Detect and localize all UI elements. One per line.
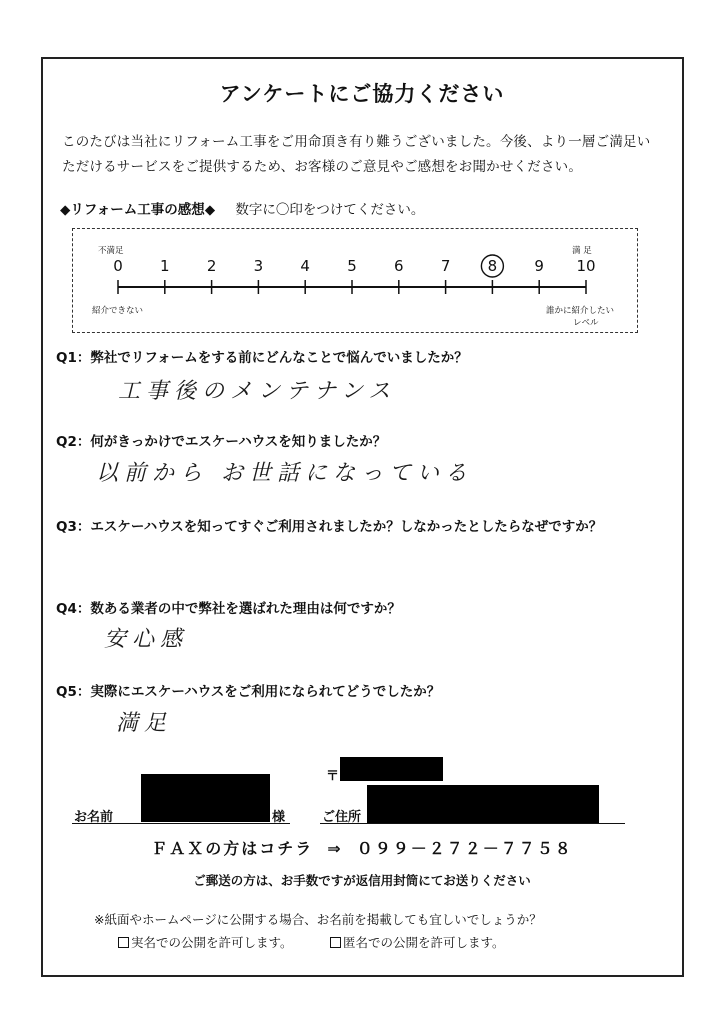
scale-label-unsatisfied: 不満足 bbox=[98, 246, 124, 256]
checkbox-real-name[interactable] bbox=[118, 937, 129, 948]
scale-number-3: 3 bbox=[253, 257, 264, 275]
scale-number-10: 10 bbox=[576, 257, 596, 275]
scale-number-8: 8 bbox=[487, 257, 498, 275]
scale-number-2: 2 bbox=[206, 257, 217, 275]
question-2: Q2：何がきっかけでエスケーハウスを知りましたか？ bbox=[56, 434, 387, 450]
name-underline bbox=[72, 823, 290, 824]
fax-line bbox=[0, 836, 724, 859]
scale-number-0: 0 bbox=[113, 257, 123, 275]
scale-number-7: 7 bbox=[440, 257, 451, 275]
postal-code-label: 〒 bbox=[326, 769, 340, 784]
address-underline bbox=[320, 823, 625, 824]
name-honorific: 様 bbox=[272, 810, 286, 825]
answer-5: 満足 bbox=[116, 711, 173, 736]
scale-number-9: 9 bbox=[534, 257, 544, 275]
publish-option-real-label: 実名での公開を許可します。 bbox=[131, 935, 293, 950]
rating-section-title: ◆リフォーム工事の感想◆ bbox=[60, 202, 216, 218]
arrow-right-icon: ⇒ bbox=[327, 839, 343, 858]
scale-number-1: 1 bbox=[160, 257, 170, 275]
name-redacted bbox=[141, 774, 270, 822]
rating-instruction: 数字に〇印をつけてください。 bbox=[235, 202, 425, 218]
question-4: Q4：数ある業者の中で弊社を選ばれた理由は何ですか？ bbox=[56, 601, 401, 617]
publish-option-real bbox=[118, 933, 293, 951]
publish-question: ※紙面やホームページに公開する場合、お名前を掲載しても宜しいでしょうか？ bbox=[94, 912, 542, 927]
publish-option-anonymous-label: 匿名での公開を許可します。 bbox=[343, 935, 505, 950]
checkbox-anonymous[interactable] bbox=[330, 937, 341, 948]
intro-line-2: ただけるサービスをご提供するため、お客様のご意見やご感想をお聞かせください。 bbox=[62, 159, 583, 175]
address-redacted bbox=[367, 785, 599, 823]
answer-2: 以前から お世話になっている bbox=[96, 461, 473, 486]
address-label: ご住所 bbox=[322, 810, 362, 825]
scale-label-no-recommend: 紹介できない bbox=[92, 306, 144, 316]
scale-number-4: 4 bbox=[300, 257, 310, 275]
fax-number: ０９９－２７２－７７５８ bbox=[356, 839, 573, 858]
intro-line-1: このたびは当社にリフォーム工事をご用命頂き有り難うございました。今後、より一層ご満足い bbox=[62, 134, 651, 150]
answer-1: 工事後のメンテナンス bbox=[118, 379, 397, 404]
scale-label-recommend: 誰かに紹介したい bbox=[546, 306, 615, 316]
scale-label-level: レベル bbox=[573, 318, 599, 328]
publish-option-anonymous bbox=[330, 933, 505, 951]
postal-code-redacted bbox=[340, 757, 443, 781]
scale-label-satisfied: 満 足 bbox=[572, 246, 592, 256]
page-title: アンケートにご協力ください bbox=[219, 82, 505, 106]
name-label: お名前 bbox=[74, 810, 114, 825]
question-1: Q1：弊社でリフォームをする前にどんなことで悩んでいましたか？ bbox=[56, 350, 468, 366]
scale-number-6: 6 bbox=[394, 257, 404, 275]
question-3: Q3：エスケーハウスを知ってすぐご利用されましたか？しなかったとしたらなぜですか？ bbox=[56, 519, 603, 535]
question-5: Q5：実際にエスケーハウスをご利用になられてどうでしたか？ bbox=[56, 684, 441, 700]
answer-4: 安心感 bbox=[104, 627, 189, 652]
mail-note: ご郵送の方は、お手数ですが返信用封筒にてお送りください bbox=[193, 873, 531, 888]
fax-label: ＦＡＸの方はコチラ bbox=[151, 839, 314, 858]
scale-number-5: 5 bbox=[347, 257, 357, 275]
